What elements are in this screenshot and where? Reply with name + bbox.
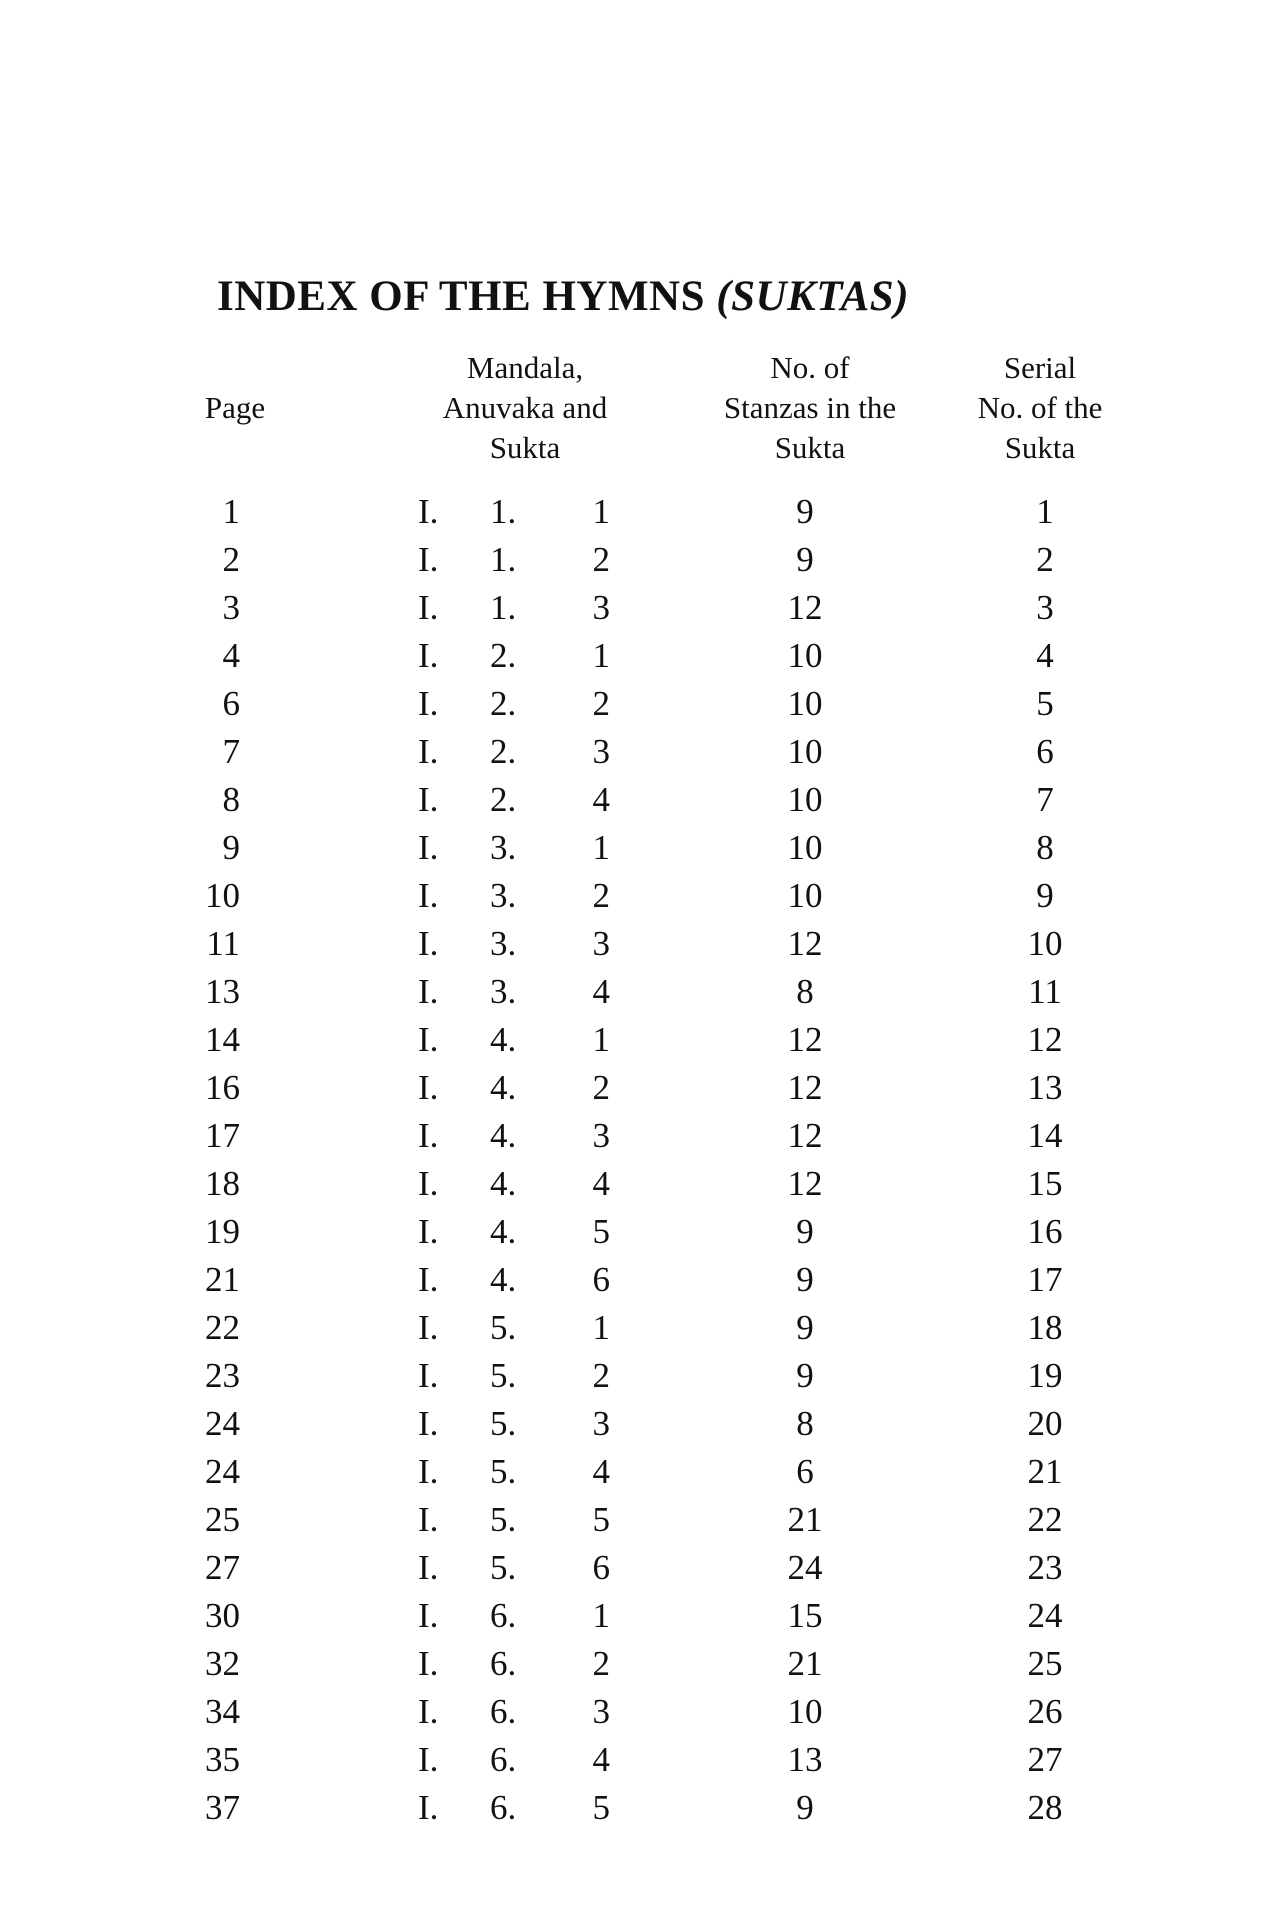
cell-sukta: 1 [592, 1308, 610, 1347]
cell-serial: 24 [1027, 1596, 1063, 1635]
cell-page: 19 [205, 1212, 240, 1251]
cell-page: 27 [205, 1548, 240, 1587]
cell-sukta: 1 [592, 1596, 610, 1635]
cell-serial: 25 [1027, 1644, 1063, 1683]
cell-stanzas: 13 [787, 1740, 823, 1779]
cell-anuvaka: 5. [490, 1404, 517, 1443]
cell-mandala: I. [418, 876, 439, 915]
cell-mandala: I. [418, 732, 439, 771]
table-header [0, 348, 1266, 468]
cell-mandala: I. [418, 1356, 439, 1395]
cell-serial: 18 [1027, 1308, 1063, 1347]
cell-page: 10 [205, 876, 240, 915]
table-row [0, 824, 1266, 872]
cell-page: 18 [205, 1164, 240, 1203]
header-stanzas-line: No. of [770, 350, 850, 385]
cell-anuvaka: 5. [490, 1308, 517, 1347]
cell-anuvaka: 5. [490, 1452, 517, 1491]
cell-sukta: 2 [592, 1356, 610, 1395]
cell-page: 14 [205, 1020, 240, 1059]
header-mandala-line: Anuvaka and [442, 390, 608, 425]
cell-serial: 22 [1027, 1500, 1063, 1539]
cell-anuvaka: 2. [490, 732, 517, 771]
cell-serial: 8 [1036, 828, 1054, 867]
cell-page: 35 [205, 1740, 240, 1779]
cell-sukta: 1 [592, 1020, 610, 1059]
cell-stanzas: 10 [787, 732, 823, 771]
cell-stanzas: 9 [796, 492, 814, 531]
cell-mandala: I. [418, 1020, 439, 1059]
table-row [0, 584, 1266, 632]
cell-stanzas: 12 [787, 1068, 823, 1107]
cell-serial: 10 [1027, 924, 1063, 963]
cell-mandala: I. [418, 780, 439, 819]
cell-sukta: 2 [592, 876, 610, 915]
cell-anuvaka: 4. [490, 1260, 517, 1299]
table-row [0, 920, 1266, 968]
cell-mandala: I. [418, 1740, 439, 1779]
cell-page: 30 [205, 1596, 240, 1635]
cell-serial: 27 [1027, 1740, 1063, 1779]
table-row [0, 1544, 1266, 1592]
table-row [0, 776, 1266, 824]
cell-stanzas: 9 [796, 1356, 814, 1395]
cell-sukta: 4 [592, 1740, 610, 1779]
cell-stanzas: 24 [787, 1548, 823, 1587]
header-stanzas [690, 348, 930, 468]
cell-mandala: I. [418, 636, 439, 675]
cell-mandala: I. [418, 1548, 439, 1587]
cell-mandala: I. [418, 1596, 439, 1635]
cell-mandala: I. [418, 1788, 439, 1827]
cell-serial: 14 [1027, 1116, 1063, 1155]
cell-mandala: I. [418, 1308, 439, 1347]
cell-stanzas: 10 [787, 1692, 823, 1731]
cell-mandala: I. [418, 1260, 439, 1299]
cell-stanzas: 10 [787, 828, 823, 867]
cell-page: 8 [222, 780, 240, 819]
cell-sukta: 5 [592, 1212, 610, 1251]
cell-page: 24 [205, 1404, 240, 1443]
cell-page: 23 [205, 1356, 240, 1395]
cell-stanzas: 9 [796, 1212, 814, 1251]
cell-anuvaka: 3. [490, 876, 517, 915]
table-row [0, 1160, 1266, 1208]
cell-mandala: I. [418, 1644, 439, 1683]
cell-sukta: 3 [592, 924, 610, 963]
cell-mandala: I. [418, 684, 439, 723]
cell-sukta: 3 [592, 1404, 610, 1443]
cell-anuvaka: 1. [490, 540, 517, 579]
table-row [0, 488, 1266, 536]
cell-mandala: I. [418, 924, 439, 963]
cell-serial: 5 [1036, 684, 1054, 723]
cell-anuvaka: 5. [490, 1356, 517, 1395]
cell-sukta: 4 [592, 1164, 610, 1203]
cell-sukta: 2 [592, 540, 610, 579]
cell-stanzas: 10 [787, 876, 823, 915]
table-row [0, 1448, 1266, 1496]
table-row [0, 1016, 1266, 1064]
header-serial [950, 348, 1130, 468]
cell-sukta: 3 [592, 732, 610, 771]
cell-sukta: 4 [592, 780, 610, 819]
cell-sukta: 6 [592, 1260, 610, 1299]
cell-mandala: I. [418, 828, 439, 867]
cell-serial: 28 [1027, 1788, 1063, 1827]
cell-page: 2 [222, 540, 240, 579]
cell-sukta: 5 [592, 1500, 610, 1539]
cell-serial: 3 [1036, 588, 1054, 627]
cell-serial: 21 [1027, 1452, 1063, 1491]
cell-stanzas: 10 [787, 636, 823, 675]
cell-sukta: 2 [592, 1644, 610, 1683]
cell-mandala: I. [418, 1164, 439, 1203]
header-mandala [395, 348, 655, 468]
cell-anuvaka: 1. [490, 588, 517, 627]
cell-page: 17 [205, 1116, 240, 1155]
cell-page: 16 [205, 1068, 240, 1107]
cell-sukta: 1 [592, 636, 610, 675]
cell-page: 13 [205, 972, 240, 1011]
cell-stanzas: 12 [787, 588, 823, 627]
table-row [0, 1256, 1266, 1304]
header-page [170, 388, 300, 428]
cell-sukta: 4 [592, 1452, 610, 1491]
cell-stanzas: 6 [796, 1452, 814, 1491]
cell-stanzas: 9 [796, 1308, 814, 1347]
cell-serial: 16 [1027, 1212, 1063, 1251]
cell-page: 34 [205, 1692, 240, 1731]
cell-anuvaka: 1. [490, 492, 517, 531]
table-row [0, 872, 1266, 920]
cell-serial: 4 [1036, 636, 1054, 675]
cell-serial: 1 [1036, 492, 1054, 531]
cell-page: 25 [205, 1500, 240, 1539]
header-serial-line: No. of the [977, 390, 1103, 425]
cell-anuvaka: 4. [490, 1164, 517, 1203]
cell-anuvaka: 6. [490, 1788, 517, 1827]
cell-anuvaka: 3. [490, 828, 517, 867]
table-row [0, 680, 1266, 728]
cell-stanzas: 10 [787, 780, 823, 819]
title-main: INDEX OF THE HYMNS [216, 273, 705, 320]
cell-page: 4 [222, 636, 240, 675]
cell-page: 37 [205, 1788, 240, 1827]
table-body [0, 488, 1266, 1832]
cell-page: 3 [222, 588, 240, 627]
table-row [0, 1640, 1266, 1688]
cell-serial: 12 [1027, 1020, 1063, 1059]
cell-anuvaka: 2. [490, 636, 517, 675]
cell-page: 21 [205, 1260, 240, 1299]
cell-page: 6 [222, 684, 240, 723]
header-stanzas-line: Stanzas in the [723, 390, 897, 425]
cell-anuvaka: 3. [490, 972, 517, 1011]
cell-stanzas: 12 [787, 1164, 823, 1203]
table-row [0, 1736, 1266, 1784]
cell-stanzas: 8 [796, 1404, 814, 1443]
cell-anuvaka: 5. [490, 1500, 517, 1539]
cell-anuvaka: 6. [490, 1692, 517, 1731]
cell-serial: 20 [1027, 1404, 1063, 1443]
header-stanzas-line: Sukta [774, 430, 846, 465]
table-row [0, 1352, 1266, 1400]
cell-serial: 13 [1027, 1068, 1063, 1107]
cell-page: 9 [222, 828, 240, 867]
cell-serial: 2 [1036, 540, 1054, 579]
cell-serial: 23 [1027, 1548, 1063, 1587]
cell-mandala: I. [418, 1500, 439, 1539]
page-title [0, 272, 1266, 321]
header-serial-line: Sukta [1004, 430, 1076, 465]
cell-stanzas: 8 [796, 972, 814, 1011]
cell-serial: 26 [1027, 1692, 1063, 1731]
cell-anuvaka: 5. [490, 1548, 517, 1587]
cell-page: 24 [205, 1452, 240, 1491]
cell-stanzas: 12 [787, 1020, 823, 1059]
header-page-line: Page [204, 390, 266, 425]
cell-anuvaka: 4. [490, 1020, 517, 1059]
cell-sukta: 2 [592, 1068, 610, 1107]
header-mandala-line: Sukta [489, 430, 561, 465]
cell-mandala: I. [418, 540, 439, 579]
cell-anuvaka: 2. [490, 780, 517, 819]
cell-stanzas: 10 [787, 684, 823, 723]
table-row [0, 1400, 1266, 1448]
table-row [0, 968, 1266, 1016]
cell-sukta: 3 [592, 1692, 610, 1731]
cell-page: 1 [222, 492, 240, 531]
cell-stanzas: 15 [787, 1596, 823, 1635]
table-row [0, 1208, 1266, 1256]
cell-serial: 11 [1028, 972, 1062, 1011]
cell-serial: 15 [1027, 1164, 1063, 1203]
table-row [0, 1112, 1266, 1160]
cell-stanzas: 12 [787, 924, 823, 963]
cell-stanzas: 12 [787, 1116, 823, 1155]
cell-stanzas: 9 [796, 1260, 814, 1299]
cell-anuvaka: 6. [490, 1596, 517, 1635]
table-row [0, 1688, 1266, 1736]
table-row [0, 1496, 1266, 1544]
cell-sukta: 1 [592, 828, 610, 867]
cell-serial: 19 [1027, 1356, 1063, 1395]
cell-page: 22 [205, 1308, 240, 1347]
table-row [0, 1592, 1266, 1640]
title-italic: (SUKTAS) [716, 273, 910, 320]
cell-serial: 7 [1036, 780, 1054, 819]
cell-anuvaka: 6. [490, 1644, 517, 1683]
cell-mandala: I. [418, 1212, 439, 1251]
cell-anuvaka: 2. [490, 684, 517, 723]
cell-anuvaka: 6. [490, 1740, 517, 1779]
cell-anuvaka: 4. [490, 1212, 517, 1251]
cell-serial: 6 [1036, 732, 1054, 771]
cell-serial: 17 [1027, 1260, 1063, 1299]
cell-mandala: I. [418, 1404, 439, 1443]
table-row [0, 632, 1266, 680]
table-row [0, 1784, 1266, 1832]
cell-mandala: I. [418, 492, 439, 531]
cell-stanzas: 21 [787, 1644, 823, 1683]
cell-sukta: 2 [592, 684, 610, 723]
cell-stanzas: 21 [787, 1500, 823, 1539]
cell-sukta: 5 [592, 1788, 610, 1827]
cell-mandala: I. [418, 1116, 439, 1155]
cell-page: 32 [205, 1644, 240, 1683]
table-row [0, 536, 1266, 584]
cell-mandala: I. [418, 1452, 439, 1491]
table-row [0, 1304, 1266, 1352]
cell-page: 7 [222, 732, 240, 771]
cell-anuvaka: 4. [490, 1116, 517, 1155]
cell-sukta: 1 [592, 492, 610, 531]
cell-sukta: 4 [592, 972, 610, 1011]
header-mandala-line: Mandala, [466, 350, 584, 385]
cell-mandala: I. [418, 972, 439, 1011]
cell-stanzas: 9 [796, 540, 814, 579]
table-row [0, 1064, 1266, 1112]
cell-mandala: I. [418, 1068, 439, 1107]
cell-anuvaka: 3. [490, 924, 517, 963]
cell-stanzas: 9 [796, 1788, 814, 1827]
cell-serial: 9 [1036, 876, 1054, 915]
cell-sukta: 3 [592, 588, 610, 627]
cell-page: 11 [206, 924, 240, 963]
header-serial-line: Serial [1003, 350, 1077, 385]
cell-anuvaka: 4. [490, 1068, 517, 1107]
cell-mandala: I. [418, 1692, 439, 1731]
cell-sukta: 3 [592, 1116, 610, 1155]
cell-mandala: I. [418, 588, 439, 627]
table-row [0, 728, 1266, 776]
cell-sukta: 6 [592, 1548, 610, 1587]
